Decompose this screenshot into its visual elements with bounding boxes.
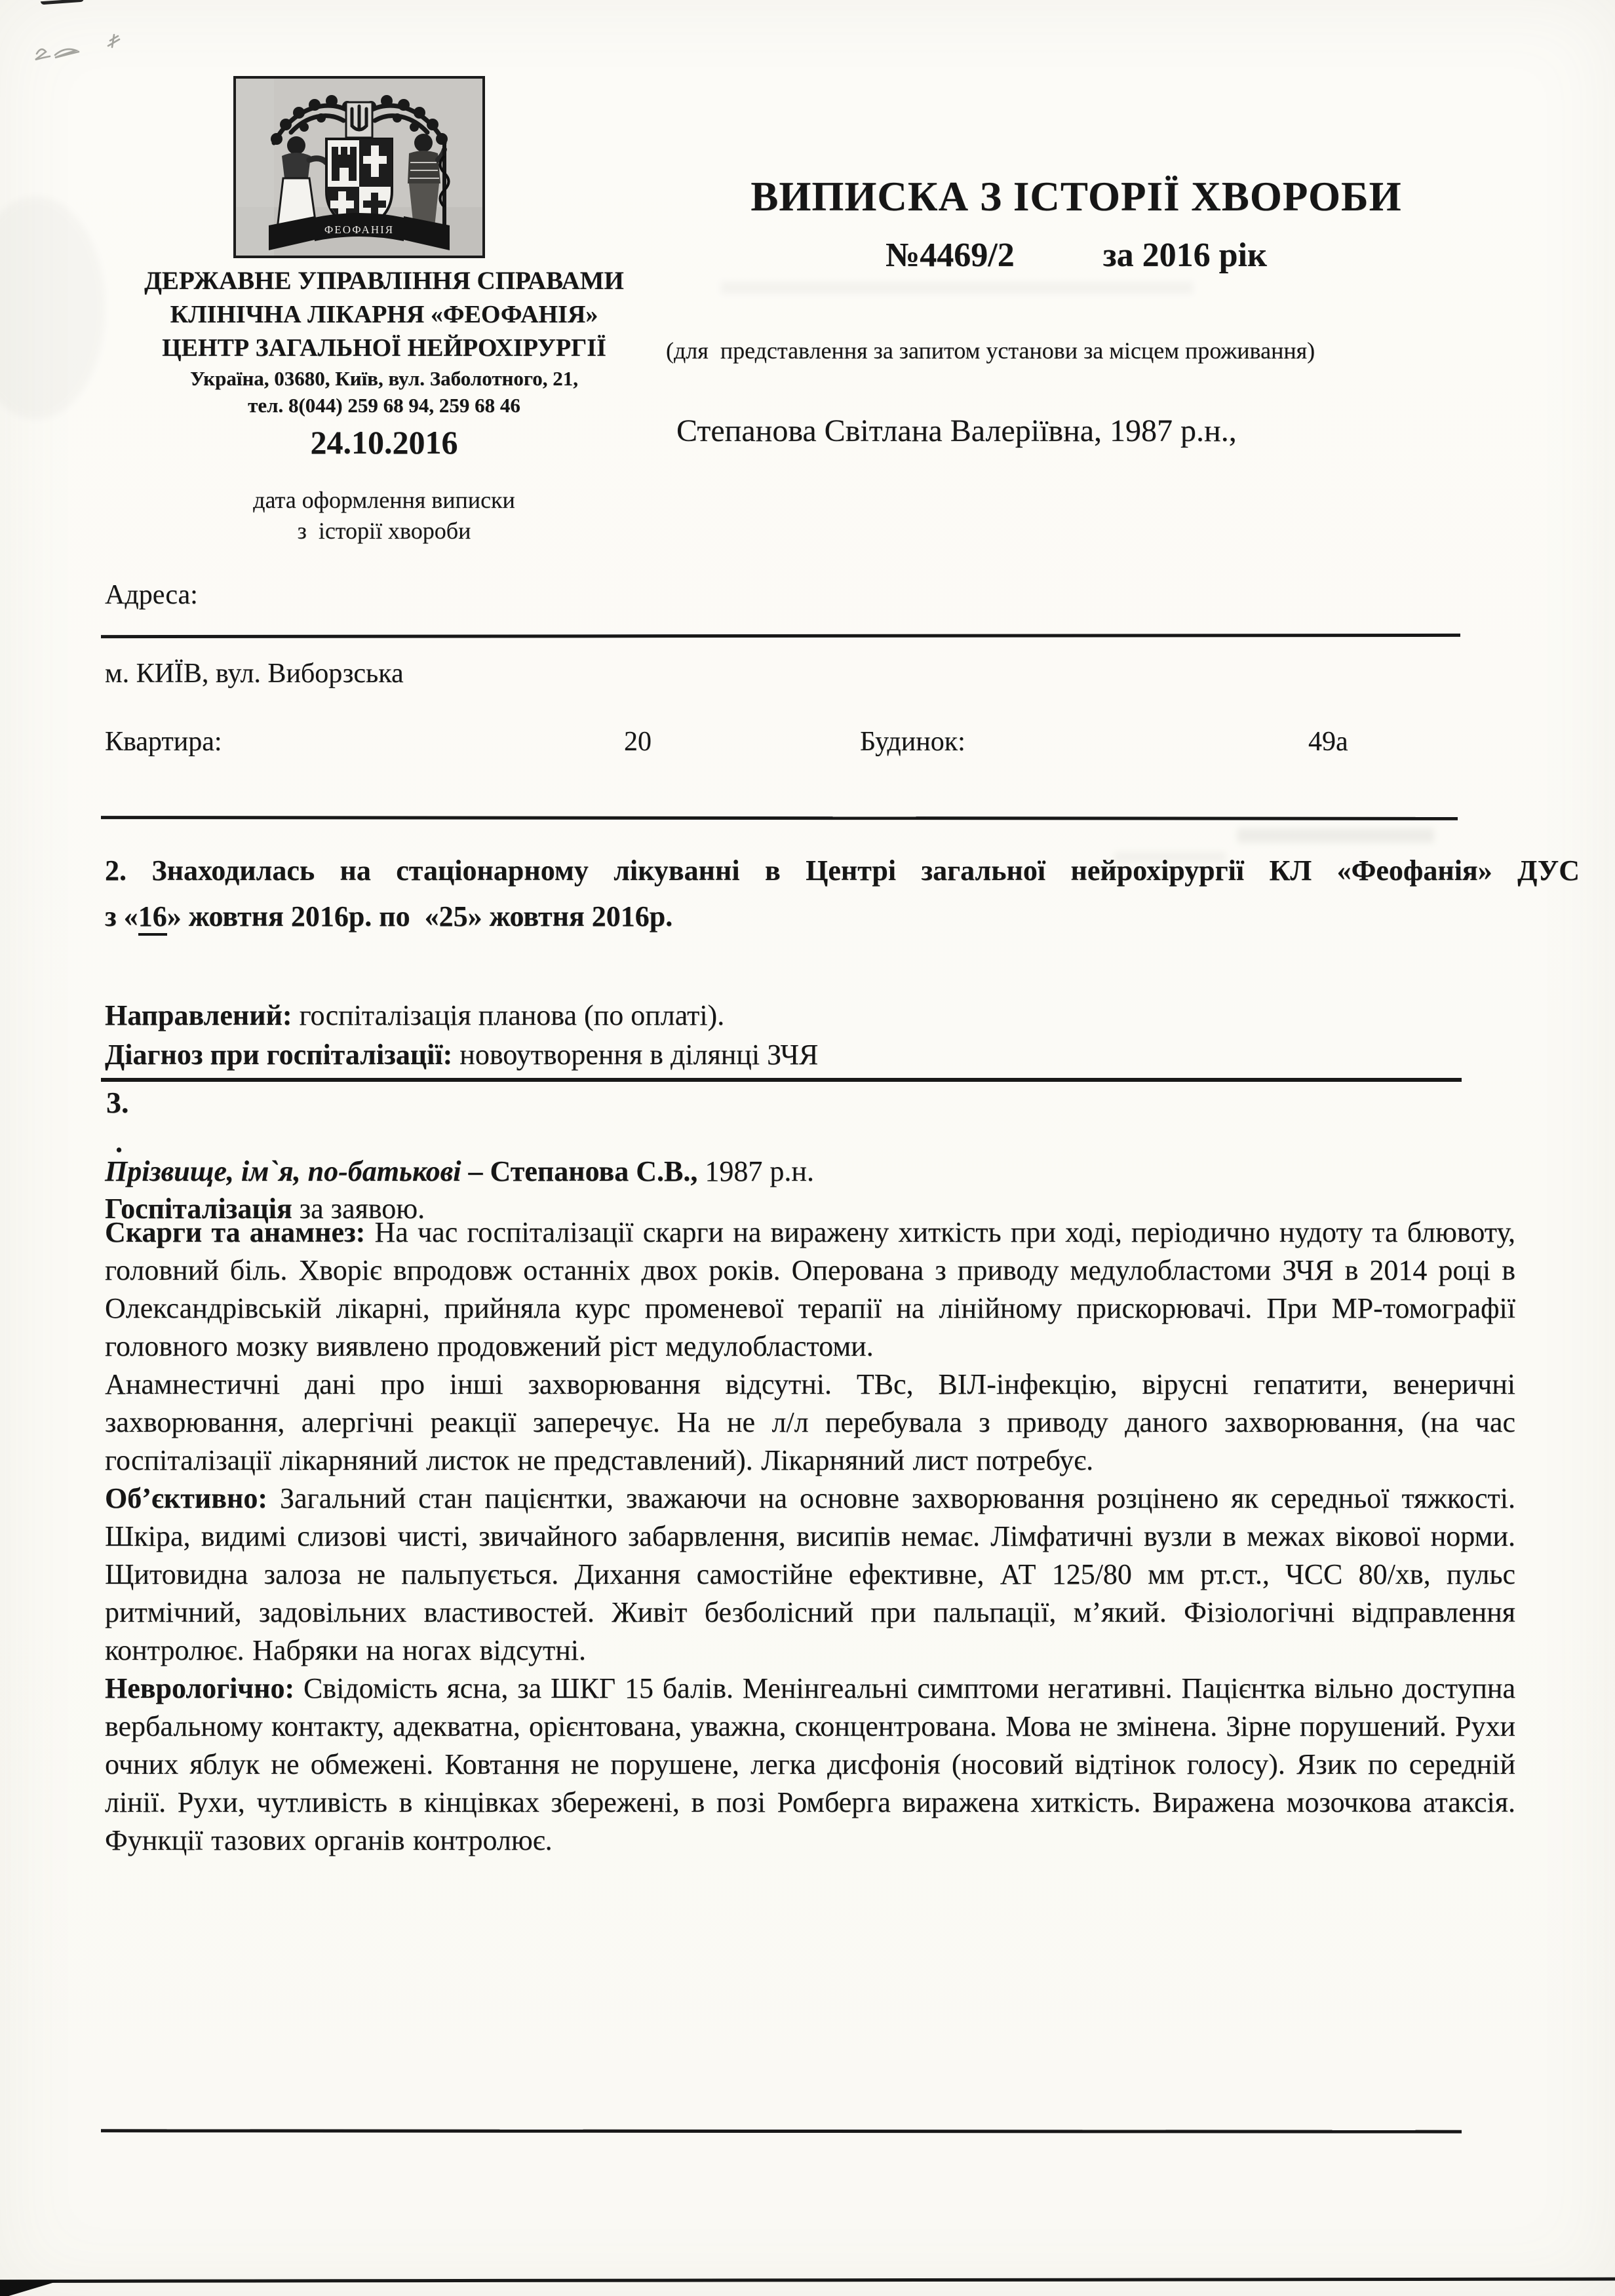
neurological-paragraph <box>105 1670 1515 1860</box>
document-number: №4469/2 <box>885 237 1015 274</box>
fullname-value: – Степанова С.В., <box>461 1155 698 1187</box>
hospitalization-value: за заявою. <box>292 1193 425 1225</box>
scan-edge-mark <box>41 0 84 5</box>
scan-corner-artifact <box>0 2281 59 2296</box>
org-phone: тел. 8(044) 259 68 94, 259 68 46 <box>248 394 520 417</box>
scan-page-edge <box>0 2278 1615 2283</box>
neurological-label: Неврологічно: <box>105 1672 295 1704</box>
patient-name-line: Степанова Світлана Валеріївна, 1987 р.н., <box>676 413 1237 448</box>
document-title: ВИПИСКА З ІСТОРІЇ ХВОРОБИ <box>750 174 1402 220</box>
hospitalization-label: Госпіталізація <box>105 1193 292 1225</box>
issue-date-caption <box>90 485 678 546</box>
pencil-scribble-mark <box>26 30 157 76</box>
objective-text: Загальний стан пацієнтки, зважаючи на основне захворювання розцінено як середньої тяжкості. Шкіра, видимі слизові чисті, звичайного забарвлення, висипів немає. Лімфатичні вузли в межах вікової норми. Щитовидна залоза не пальпується. Дихання самостійне ефективне, АТ 125/80 мм рт.ст., ЧСС 80/хв, пульс ритмічний, задовільних властивостей. Живіт безболісний при пальпації, м’який. Фізіологічні відправлення контролює. Набряки на ногах відсутні. <box>105 1482 1515 1666</box>
issue-date-caption-line-1: дата оформлення виписки <box>253 487 515 513</box>
org-name-line-2: КЛІНІЧНА ЛІКАРНЯ «ФЕОФАНІЯ» <box>170 301 598 328</box>
issue-date: 24.10.2016 <box>310 424 458 461</box>
document-year: за 2016 рік <box>1102 237 1267 274</box>
objective-paragraph <box>105 1480 1515 1670</box>
divider-line <box>101 1078 1462 1082</box>
address-label: Адреса: <box>105 580 198 610</box>
diagnosis-label: Діагноз при госпіталізації: <box>105 1039 453 1071</box>
anamnesis-paragraph: Анамнестичні дані про інші захворювання відсутні. ТВс, ВІЛ-інфекцію, вірусні гепатити, венеричні захворювання, алергічні реакції заперечує. На не л/л перебувала з приводу даного захворювання, (на час госпіталізації лікарняний листок не представлений). Лікарняний лист потребує. <box>105 1368 1515 1476</box>
referral-label: Направлений: <box>105 999 292 1031</box>
organization-block <box>90 263 678 419</box>
complaints-text: На час госпіталізації скарги на виражену хиткість при ході, періодично нудоту та блювоту, головний біль. Хворіє впродовж останніх двох років. Оперована з приводу медулобластоми ЗЧЯ в 2014 році в Олександрівській лікарні, прийняла курс променевої терапії на лінійному прискорювачі. При МР-томографії головного мозку виявлено продовжений ріст медулобластоми. <box>105 1216 1516 1362</box>
section-number: 3. <box>106 1086 129 1119</box>
org-name-line-3: ЦЕНТР ЗАГАЛЬНОЇ НЕЙРОХІРУРГІЇ <box>162 334 606 362</box>
stay-date-prefix: з « <box>105 900 138 932</box>
org-address: Україна, 03680, Київ, вул. Заболотного, 21, <box>190 367 578 390</box>
apartment-label: Квартира: <box>105 727 222 757</box>
objective-label: Об’єктивно: <box>105 1482 267 1514</box>
divider-line <box>101 634 1460 638</box>
purpose-note: (для представлення за запитом установи за місцем проживання) <box>666 337 1315 364</box>
scan-bleedthrough-smudge <box>721 282 1193 294</box>
stay-date-suffix: » жовтня 2016р. по «25» жовтня 2016р. <box>166 900 673 932</box>
neurological-text: Свідомість ясна, за ШКГ 15 балів. Менінгеальні симптоми негативні. Пацієнтка вільно доступна вербальному контакту, адекватна, орієнтована, уважна, сконцентрована. Мова не змінена. Зірне порушений. Рухи очних яблук не обмежені. Ковтання не порушене, легка дисфонія (носовий відтінок голосу). Язик по середній лінії. Рухи, чутливість в кінцівках збережені, в позі Ромберга виражена хиткість. Виражена мозочкова атаксія. Функції тазових органів контролює. <box>105 1672 1515 1856</box>
hospital-coat-of-arms-icon <box>236 79 482 256</box>
referral-line <box>105 999 724 1032</box>
referral-value: госпіталізація планова (по оплаті). <box>292 999 725 1031</box>
stay-line-1: 2. Знаходилась на стаціонарному лікуванні в Центрі загальної нейрохірургії КЛ «Феофанія» ДУС <box>105 854 1580 887</box>
hospital-logo <box>233 76 485 258</box>
org-name-line-1: ДЕРЖАВНЕ УПРАВЛІННЯ СПРАВАМИ <box>144 267 624 295</box>
stray-dot: . <box>115 1126 123 1158</box>
stay-admission-day: 16 <box>138 900 167 936</box>
address-street: м. КИЇВ, вул. Виборзська <box>105 659 404 689</box>
scan-margin-shadow <box>0 197 105 419</box>
diagnosis-value: новоутворення в ділянці ЗЧЯ <box>452 1039 819 1071</box>
fullname-birthyear: 1987 р.н. <box>697 1155 814 1187</box>
logo-banner-text: ФЕОФАНІЯ <box>324 223 395 236</box>
clinical-text-block <box>105 1214 1515 1860</box>
fullname-label: Прізвище, ім`я, по-батькові <box>105 1155 461 1187</box>
document-number-row <box>680 236 1472 275</box>
divider-line <box>101 816 1458 820</box>
scan-bleedthrough-smudge <box>1237 828 1434 843</box>
patient-fullname-line <box>105 1155 814 1188</box>
admission-diagnosis-line <box>105 1038 818 1071</box>
building-label: Будинок: <box>860 727 965 757</box>
complaints-paragraph <box>105 1214 1515 1366</box>
building-value: 49а <box>1308 727 1348 757</box>
apartment-value: 20 <box>624 727 652 757</box>
issue-date-caption-line-2: з історії хвороби <box>297 518 471 544</box>
stay-paragraph <box>105 848 1580 940</box>
divider-line <box>101 2129 1462 2133</box>
stay-line-2 <box>105 894 1580 940</box>
complaints-label: Скарги та анамнез: <box>105 1216 366 1248</box>
